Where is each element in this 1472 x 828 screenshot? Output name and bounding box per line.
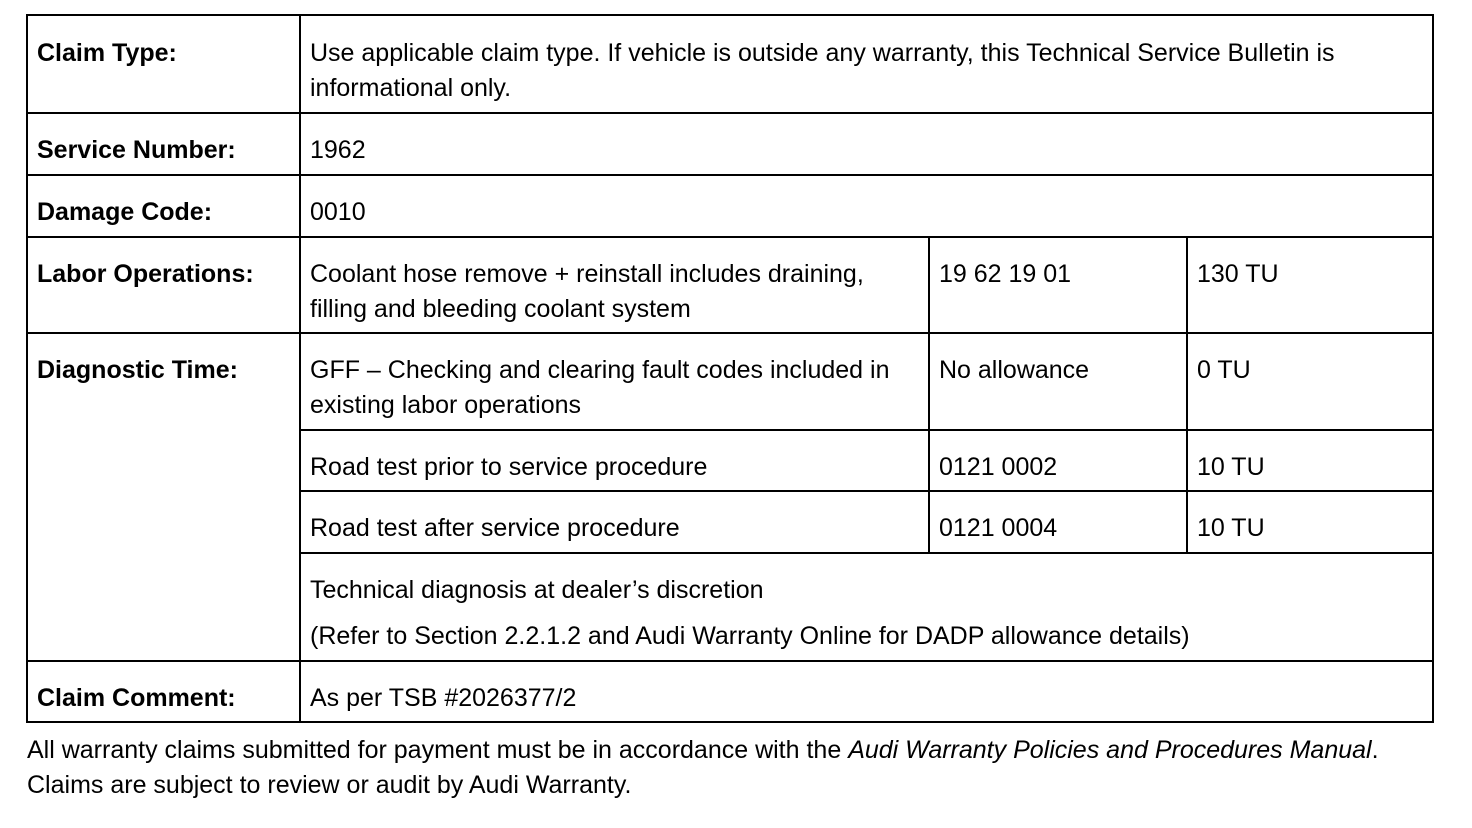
service-number-row	[27, 113, 1433, 175]
diagnostic-item-time: 0 TU	[1187, 333, 1433, 430]
note-text-before: All warranty claims submitted for payment must be in accordance with the	[27, 736, 849, 764]
damage-code-label: Damage Code:	[27, 175, 300, 237]
labor-operations-code: 19 62 19 01	[929, 237, 1187, 333]
claim-comment-row	[27, 661, 1433, 722]
diagnostic-item-time: 10 TU	[1187, 430, 1433, 491]
diagnostic-item-code: 0121 0004	[929, 491, 1187, 553]
diagnostic-time-row	[27, 333, 1433, 430]
diagnostic-item-code: 0121 0002	[929, 430, 1187, 491]
diagnostic-discretion-line2: (Refer to Section 2.2.1.2 and Audi Warranty Online for DADP allowance details)	[310, 622, 1190, 650]
policy-manual-title: Audi Warranty Policies and Procedures Manual	[848, 736, 1372, 764]
diagnostic-item-code: No allowance	[929, 333, 1187, 430]
diagnostic-item-description: Road test after service procedure	[300, 491, 929, 553]
warranty-claim-table	[26, 14, 1434, 723]
service-number-value: 1962	[300, 113, 1433, 175]
diagnostic-item-description: Road test prior to service procedure	[300, 430, 929, 491]
diagnostic-item-description: GFF – Checking and clearing fault codes included in existing labor operations	[300, 333, 929, 430]
diagnostic-time-label: Diagnostic Time:	[27, 333, 300, 661]
claim-type-label: Claim Type:	[27, 15, 300, 113]
note-text-after: . Claims are subject to review or audit by Audi Warranty.	[27, 736, 1379, 799]
damage-code-value: 0010	[300, 175, 1433, 237]
claim-comment-label: Claim Comment:	[27, 661, 300, 722]
diagnostic-discretion-cell	[300, 553, 1433, 661]
labor-operations-description: Coolant hose remove + reinstall includes draining, filling and bleeding coolant system	[300, 237, 929, 333]
claim-comment-value: As per TSB #2026377/2	[300, 661, 1433, 722]
claim-type-value: Use applicable claim type. If vehicle is outside any warranty, this Technical Service Bulletin is informational only.	[300, 15, 1433, 113]
service-number-label: Service Number:	[27, 113, 300, 175]
labor-operations-row	[27, 237, 1433, 333]
diagnostic-item-time: 10 TU	[1187, 491, 1433, 553]
warranty-policy-note	[27, 733, 1437, 803]
diagnostic-discretion-line1: Technical diagnosis at dealer’s discretion	[310, 576, 764, 604]
labor-operations-label: Labor Operations:	[27, 237, 300, 333]
claim-type-row	[27, 15, 1433, 113]
damage-code-row	[27, 175, 1433, 237]
labor-operations-time: 130 TU	[1187, 237, 1433, 333]
